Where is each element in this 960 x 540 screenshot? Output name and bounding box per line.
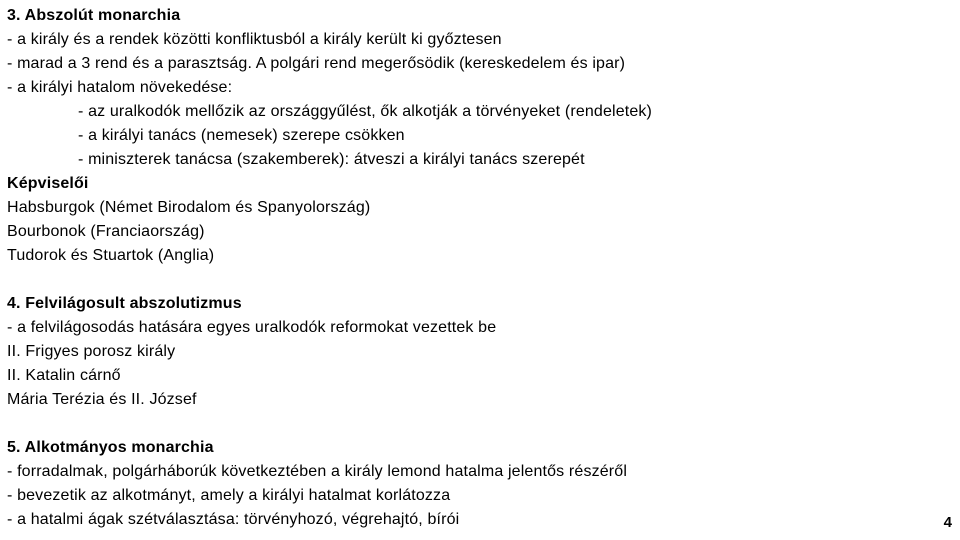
representative-item: Tudorok és Stuartok (Anglia)	[7, 247, 215, 264]
section-5-line: - bevezetik az alkotmányt, amely a királyi hatalmat korlátozza	[7, 487, 451, 504]
section-3-line: - marad a 3 rend és a parasztság. A polgári rend megerősödik (kereskedelem és ipar)	[7, 55, 626, 72]
section-3-subline: - az uralkodók mellőzik az országgyűlést, ők alkotják a törvényeket (rendeletek)	[78, 103, 653, 120]
section-4-line: II. Frigyes porosz király	[7, 343, 176, 360]
section-4-line: - a felvilágosodás hatására egyes uralkodók reformokat vezettek be	[7, 319, 497, 336]
representatives-heading: Képviselői	[7, 175, 89, 192]
representative-item: Bourbonok (Franciaország)	[7, 223, 205, 240]
section-3-subline: - a királyi tanács (nemesek) szerepe csökken	[78, 127, 405, 144]
section-3-heading: 3. Abszolút monarchia	[7, 7, 181, 24]
section-3-subline: - miniszterek tanácsa (szakemberek): átveszi a királyi tanács szerepét	[78, 151, 585, 168]
section-5-line: - forradalmak, polgárháborúk következtében a király lemond hatalma jelentős részéről	[7, 463, 628, 480]
section-5-heading: 5. Alkotmányos monarchia	[7, 439, 214, 456]
section-4-line: Mária Terézia és II. József	[7, 391, 197, 408]
section-5-line: - a hatalmi ágak szétválasztása: törvényhozó, végrehajtó, bírói	[7, 511, 460, 528]
page-number: 4	[943, 514, 952, 531]
slide-content	[7, 4, 937, 532]
section-4-line: II. Katalin cárnő	[7, 367, 121, 384]
section-3-line: - a király és a rendek közötti konfliktusból a király került ki győztesen	[7, 31, 502, 48]
representative-item: Habsburgok (Német Birodalom és Spanyolország)	[7, 199, 371, 216]
section-4-heading: 4. Felvilágosult abszolutizmus	[7, 295, 242, 312]
section-3-line: - a királyi hatalom növekedése:	[7, 79, 233, 96]
section-spacer	[7, 268, 937, 292]
section-spacer	[7, 412, 937, 436]
